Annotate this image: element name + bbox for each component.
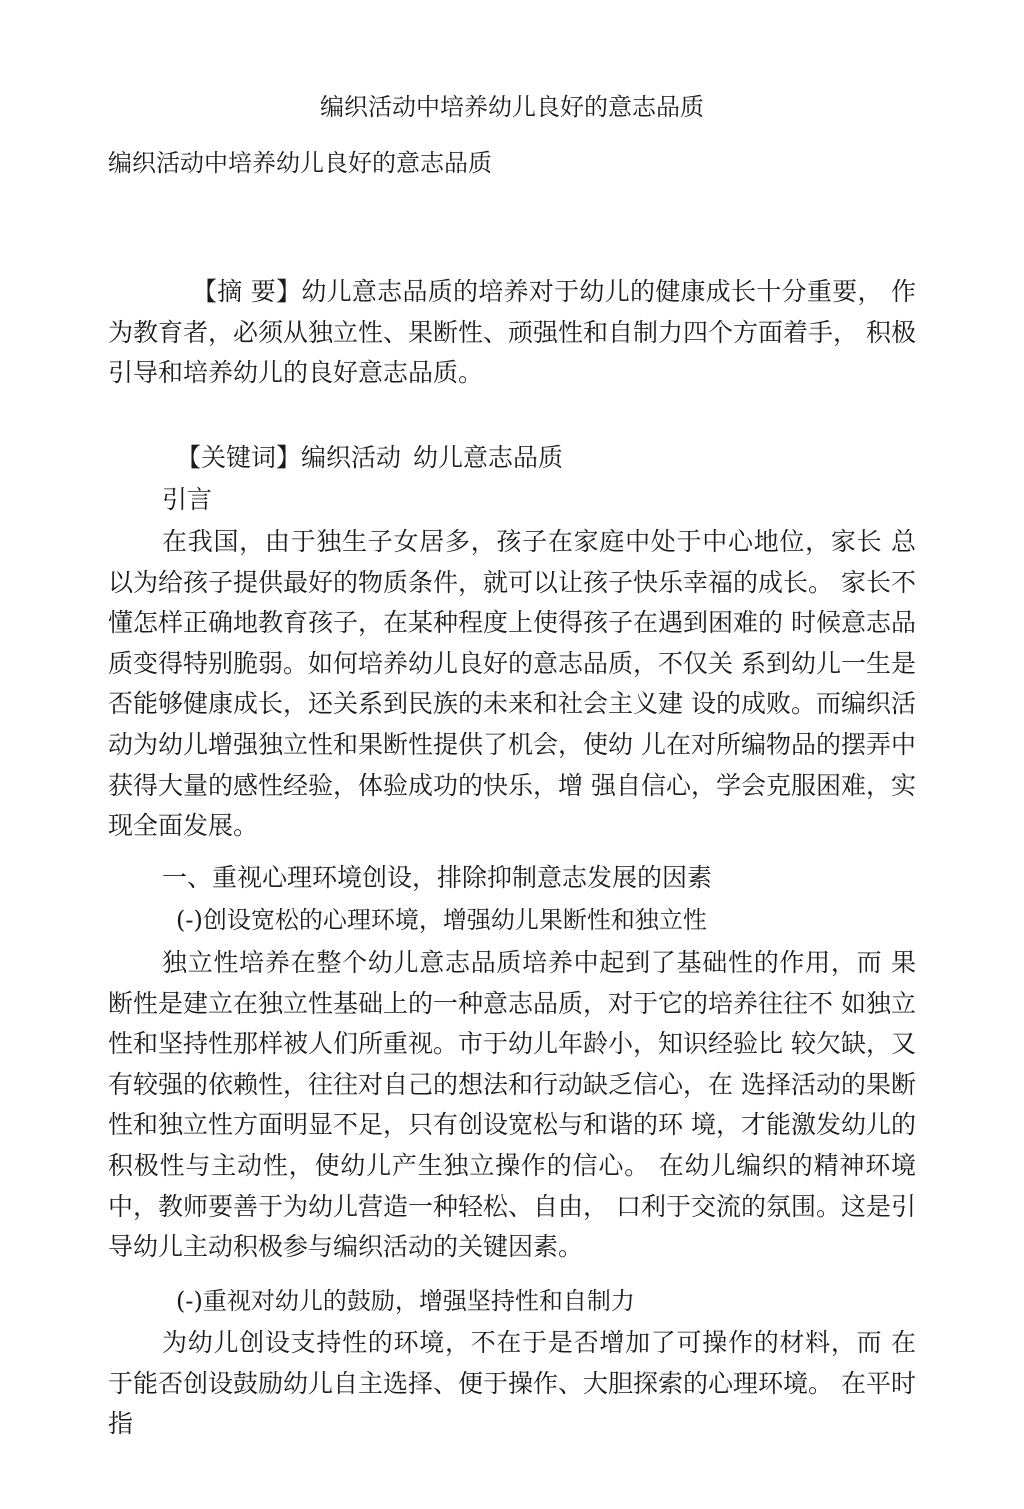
section-heading-1: 一、重视心理环境创设，排除抑制意志发展的因素 xyxy=(162,863,713,892)
subsection-heading-2: (-)重视对幼儿的鼓励，增强坚持性和自制力 xyxy=(176,1287,635,1315)
intro-heading: 引言 xyxy=(162,485,213,514)
intro-paragraph: 在我国，由于独生子女居多，孩子在家庭中处于中心地位，家长 总以为给孩子提供最好的物质条件，就可以让孩子快乐幸福的成长。 家长不懂怎样正确地教育孩子，在某种程度上使得孩子在遇到困难的 时候意志品质变得特别脆弱。如何培养幼儿良好的意志品质，不仅关 系到幼儿一生是否能够健康成长，还关系到民族的未来和社会主义建 设的成败。而编织活动为幼儿增强独立性和果断性提供了机会，使幼 儿在对所编物品的摆弄中获得大量的感性经验，体验成功的快乐，增 强自信心，学会克服困难，实现全面发展。 xyxy=(108,527,916,841)
keywords-line xyxy=(176,438,563,478)
abstract-text: 【摘 要】幼儿意志品质的培养对于幼儿的健康成长十分重要， 作为教育者，必须从独立性、果断性、顽强性和自制力四个方面着手， 积极引导和培养幼儿的良好意志品质。 xyxy=(108,277,916,388)
keywords-label: 【关键词】编织活动 xyxy=(176,443,402,472)
paragraph-block-2 xyxy=(108,1323,916,1445)
document-subtitle: 编织活动中培养幼儿良好的意志品质 xyxy=(108,149,492,177)
paragraph-block-1 xyxy=(108,943,916,1268)
document-title: 编织活动中培养幼儿良好的意志品质 xyxy=(320,93,704,121)
keywords-value: 幼儿意志品质 xyxy=(413,443,564,472)
subsection-heading-1: (-)创设宽松的心理环境，增强幼儿果断性和独立性 xyxy=(176,906,707,934)
intro-block xyxy=(108,522,916,847)
paragraph-1: 独立性培养在整个幼儿意志品质培养中起到了基础性的作用，而 果断性是建立在独立性基础上的一种意志品质，对于它的培养往往不 如独立性和坚持性那样被人们所重视。市于幼儿年龄小，知识经验比 较欠缺，又有较强的依赖性，往往对自己的想法和行动缺乏信心，在 选择活动的果断性和独立性方面明显不足，只有创设宽松与和谐的环 境，才能激发幼儿的积极性与主动性，使幼儿产生独立操作的信心。 在幼儿编织的精神环境中，教师要善于为幼儿营造一种轻松、自由， 口利于交流的氛围。这是引导幼儿主动积极参与编织活动的关键因素。 xyxy=(108,948,916,1262)
abstract-block xyxy=(108,272,916,394)
paragraph-2: 为幼儿创设支持性的环境，不在于是否增加了可操作的材料，而 在于能否创设鼓励幼儿自主选择、便于操作、大胆探索的心理环境。 在平时指 xyxy=(108,1328,916,1439)
